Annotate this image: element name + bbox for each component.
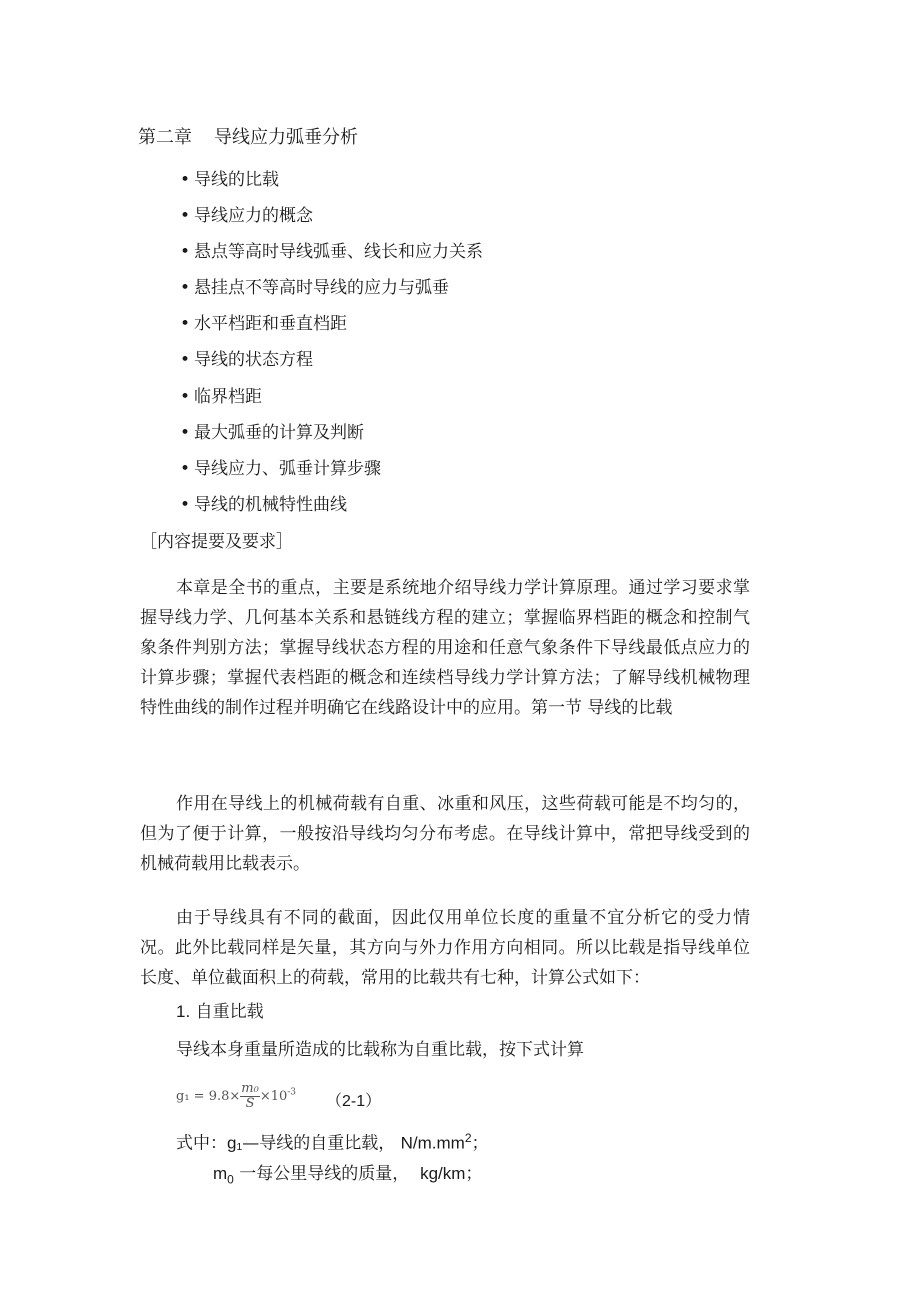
toc-item [180,277,449,299]
formula-tail: ×10 [259,1089,288,1104]
chapter-number: 第二章 [138,127,192,148]
equation-number: （2-1） [326,1093,382,1110]
definition-prefix: 式中： [176,1133,227,1154]
toc-item [180,494,347,516]
subsection-title: 自重比载 [195,1002,264,1022]
definition-symbol-subscript: 0 [227,1172,234,1187]
definition-symbol: g₁ [227,1133,243,1153]
definition-unit: kg/km [420,1164,466,1183]
toc-item-label: 导线应力、弧垂计算步骤 [194,459,381,479]
formula-intro: 导线本身重量所造成的比载称为自重比载，按下式计算 [176,1040,584,1060]
formula-fraction [240,1082,260,1111]
toc-item [180,205,313,227]
subsection-heading [176,1001,264,1023]
definition-unit-exponent: 2 [464,1131,472,1145]
definition-text: —导线的自重比载， [242,1133,396,1154]
toc-item [180,422,364,444]
toc-item-label: 临界档距 [194,387,262,407]
summary-heading: ［内容提要及要求］ [140,532,293,552]
bullet-icon: • [180,459,191,479]
formula-lhs: g₁ = 9.8× [176,1089,241,1104]
toc-item [180,313,347,335]
chapter-title: 导线应力弧垂分析 [214,127,358,148]
toc-item-label: 悬点等高时导线弧垂、线长和应力关系 [194,242,483,262]
toc-item-label: 导线的机械特性曲线 [194,495,347,515]
formula-numerator: m₀ [241,1081,259,1096]
chapter-heading [138,127,358,149]
definition-m0 [213,1163,482,1190]
bullet-icon: • [180,242,191,262]
toc-item [180,349,313,371]
bullet-icon: • [180,350,191,370]
formula-exponent: -3 [287,1087,297,1098]
toc-item [180,241,483,263]
definition-unit: N/m.mm [400,1133,465,1153]
formula-2-1 [176,1082,296,1111]
bullet-icon: • [180,495,191,515]
paragraph-text: 本章是全书的重点，主要是系统地介绍导线力学计算原理。通过学习要求掌握导线力学、几何基本关系和悬链线方程的建立；掌握临界档距的概念和控制气象条件判别方法；掌握导线状态方程的用途和任意气象条件下导线最低点应力的计算步骤；掌握代表档距的概念和连续档导线力学计算方法；了解导线机械物理特性曲线的制作过程并明确它在线路设计中的应用。第一节 导线的比载 [140,578,750,718]
bullet-icon: • [180,314,191,334]
paragraph-text: 作用在导线上的机械荷载有自重、冰重和风压，这些荷载可能是不均匀的，但为了便于计算，一般按沿导线均匀分布考虑。在导线计算中，常把导线受到的机械荷载用比载表示。 [140,794,750,874]
formula-denominator: S [245,1096,255,1111]
bullet-icon: • [180,423,191,443]
toc-item [180,458,381,480]
definition-end: ； [471,1133,489,1154]
definition-g1 [176,1127,489,1155]
paragraph-text: 由于导线具有不同的截面，因此仅用单位长度的重量不宜分析它的受力情况。此外比载同样是矢量，其方向与外力作用方向相同。所以比载是指导线单位长度、单位截面积上的荷载，常用的比载共有七种，计算公式如下： [140,908,750,988]
toc-item-label: 最大弧垂的计算及判断 [194,423,364,443]
toc-item [180,386,262,408]
toc-item-label: 悬挂点不等高时导线的应力与弧垂 [194,278,449,298]
toc-item [180,169,279,191]
toc-item-label: 导线应力的概念 [194,206,313,226]
toc-item-label: 水平档距和垂直档距 [194,314,347,334]
bullet-icon: • [180,206,191,226]
toc-item-label: 导线的比载 [194,170,279,190]
paragraph-loads [140,789,750,879]
definition-end: ； [465,1164,483,1184]
bullet-icon: • [180,278,191,298]
paragraph-summary [140,573,750,723]
definition-text: 一每公里导线的质量， [233,1164,410,1184]
toc-item-label: 导线的状态方程 [194,350,313,370]
bullet-icon: • [180,170,191,190]
definition-symbol: m [213,1164,228,1183]
bullet-icon: • [180,387,191,407]
paragraph-specific-load [140,903,750,993]
subsection-number: 1. [176,1002,191,1021]
